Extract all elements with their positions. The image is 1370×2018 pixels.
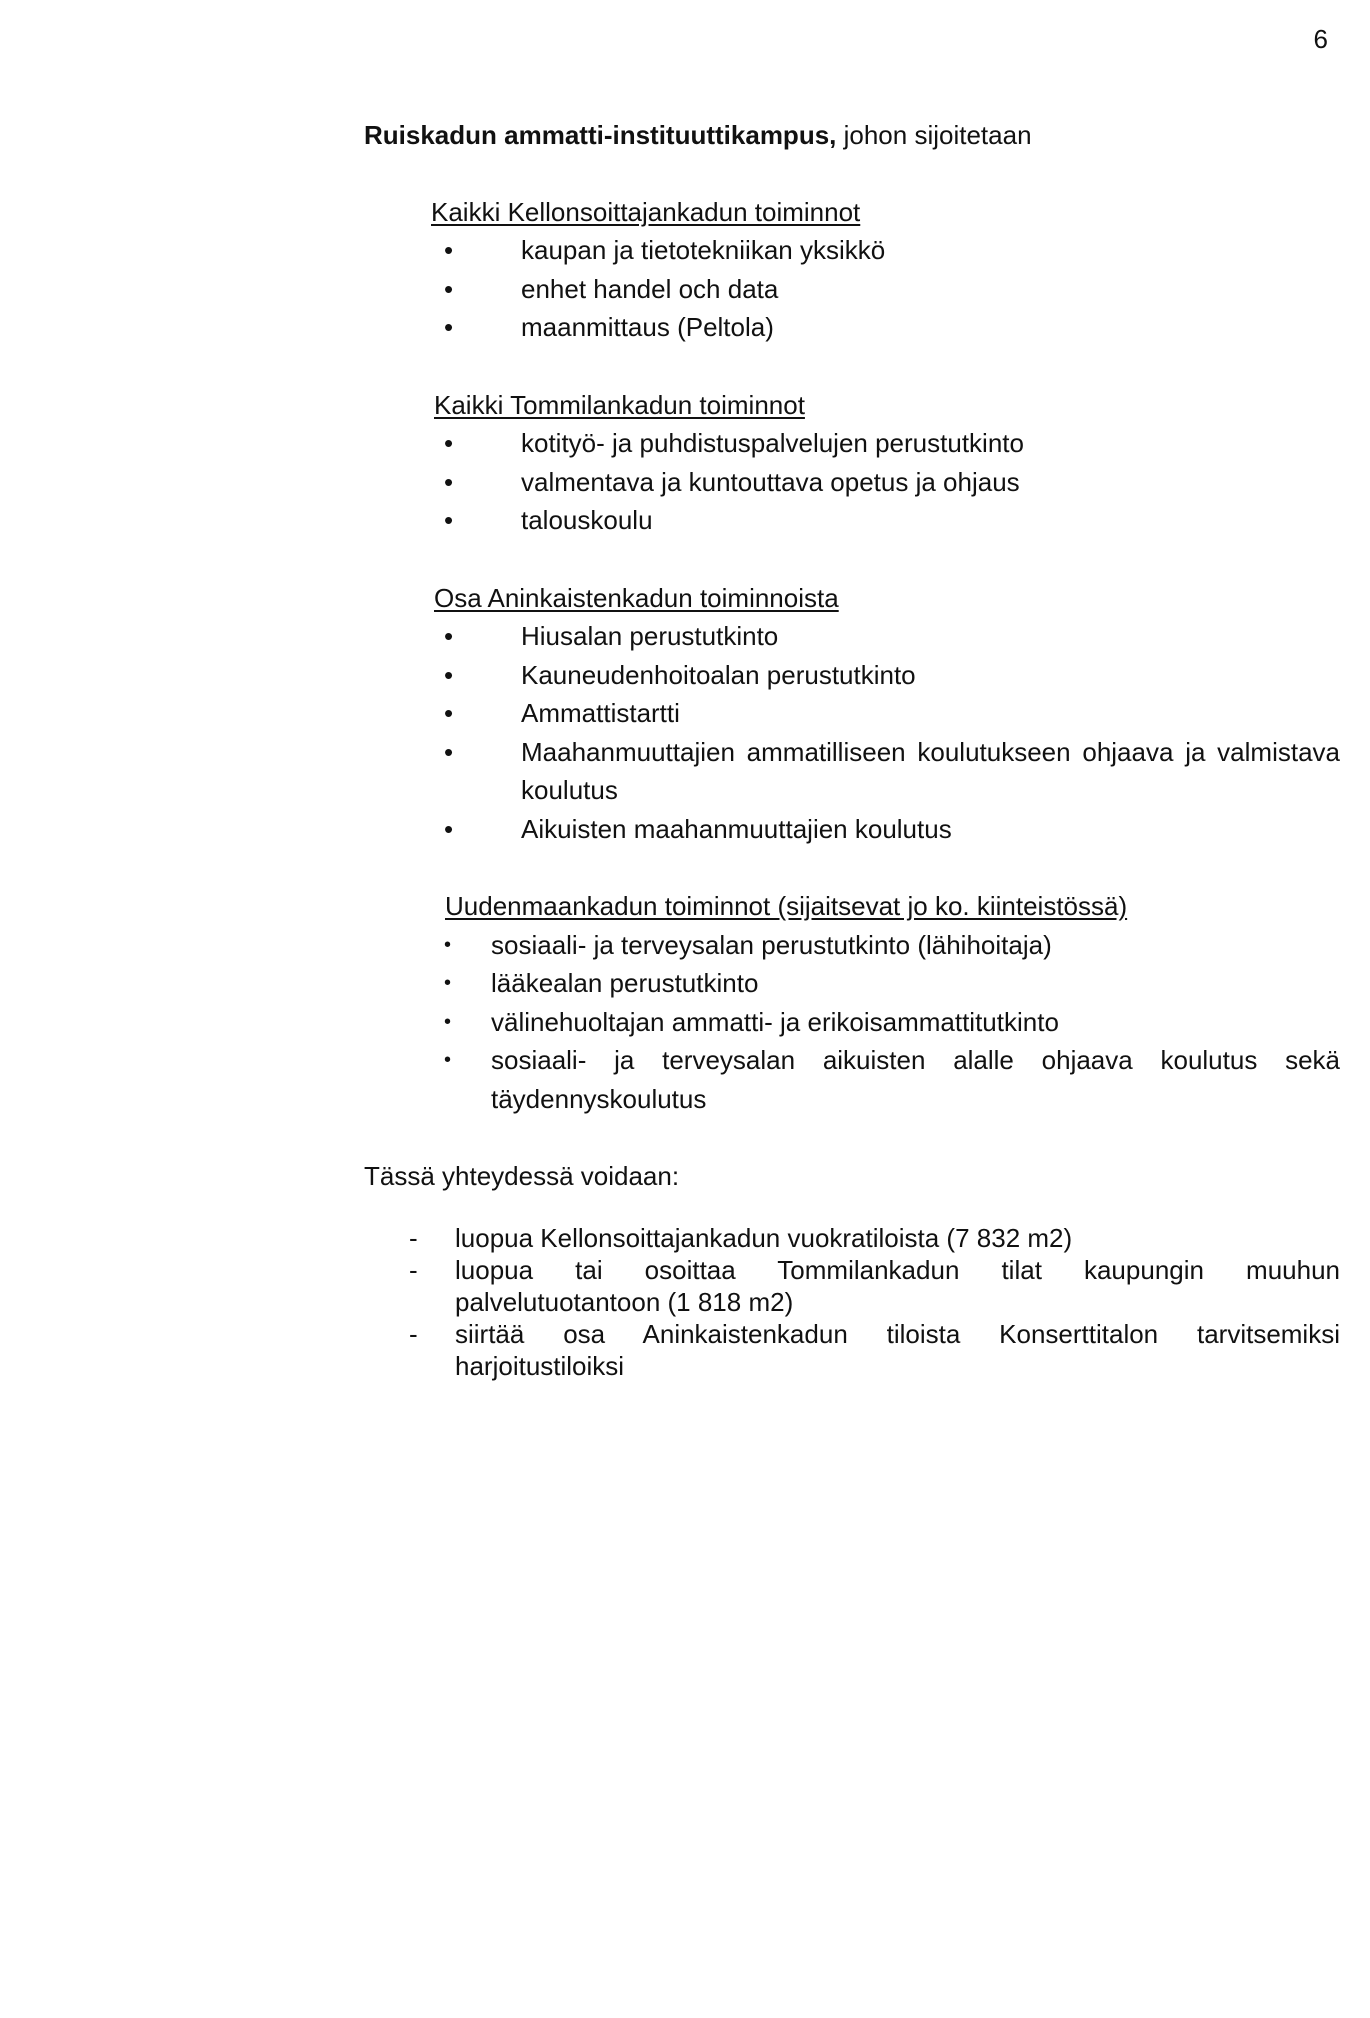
list-item-text: luopua Kellonsoittajankadun vuokratiloista (7 832 m2): [455, 1222, 1073, 1253]
list-item: [364, 1318, 1340, 1382]
page-number: 6: [1313, 24, 1328, 54]
bullet-icon: •: [444, 933, 452, 956]
bullet-icon: •: [444, 621, 454, 651]
dash-icon: -: [409, 1254, 418, 1285]
list-item-text: valmentava ja kuntouttava opetus ja ohjaus: [521, 466, 1020, 497]
bullet-icon: •: [444, 235, 454, 265]
list-item: [364, 926, 1340, 965]
list-item-text: sosiaali- ja terveysalan aikuisten alalle ohjaava koulutus sekä täydennyskoulutus: [491, 1045, 1340, 1114]
list-item: [364, 1041, 1340, 1118]
list-item: [364, 964, 1340, 1003]
list-item-text: enhet handel och data: [521, 273, 779, 304]
bullet-list: [364, 424, 1340, 540]
list-item-text: kotityö- ja puhdistuspalvelujen perustutkinto: [521, 428, 1024, 458]
intro-text: johon sijoitetaan: [836, 120, 1032, 150]
section-aninkaistenkatu: [364, 579, 1340, 849]
list-item-text: Kauneudenhoitoalan perustutkinto: [521, 659, 916, 690]
list-item: [364, 1222, 1340, 1254]
campus-name: Ruiskadun ammatti-instituuttikampus,: [364, 120, 837, 150]
list-item-text: sosiaali- ja terveysalan perustutkinto (lähihoitaja): [491, 929, 1052, 960]
list-item-text: lääkealan perustutkinto: [491, 968, 759, 998]
list-item: [364, 424, 1340, 463]
bullet-icon: •: [444, 466, 454, 497]
list-item: [364, 656, 1340, 695]
list-item-text: Aikuisten maahanmuuttajien koulutus: [521, 813, 952, 844]
list-item: [364, 308, 1340, 347]
dash-icon: -: [409, 1222, 418, 1253]
bullet-icon: •: [444, 1010, 452, 1033]
list-item-text: välinehuoltajan ammatti- ja erikoisammattitutkinto: [491, 1006, 1059, 1037]
list-item: [364, 1254, 1340, 1318]
bullet-icon: •: [444, 1049, 452, 1071]
list-item: [364, 1003, 1340, 1042]
list-item: [364, 501, 1340, 540]
list-item: [364, 733, 1340, 810]
dash-icon: -: [409, 1318, 418, 1349]
list-item: [364, 231, 1340, 270]
bullet-icon: •: [444, 972, 452, 994]
bullet-icon: •: [444, 813, 454, 844]
list-item-text: Maahanmuuttajien ammatilliseen koulutukseen ohjaava ja valmistava koulutus: [521, 736, 1340, 805]
section-heading: Uudenmaankadun toiminnot (sijaitsevat jo ko. kiinteistössä): [445, 891, 1128, 921]
bullet-list: [364, 926, 1340, 1119]
list-item-text: Hiusalan perustutkinto: [521, 621, 779, 651]
list-item-text: kaupan ja tietotekniikan yksikkö: [521, 235, 886, 265]
bullet-icon: •: [444, 428, 454, 458]
list-item: [364, 810, 1340, 849]
intro-paragraph: [364, 116, 1340, 155]
bullet-icon: •: [444, 698, 454, 728]
conclusion-intro: Tässä yhteydessä voidaan:: [364, 1161, 680, 1191]
bullet-icon: •: [444, 505, 454, 535]
list-item: [364, 617, 1340, 656]
bullet-list: [364, 617, 1340, 848]
list-item: [364, 463, 1340, 502]
section-uudenmaankatu: [364, 887, 1340, 1118]
list-item-text: luopua tai osoittaa Tommilankadun tilat kaupungin muuhun palvelutuotantoon (1 818 m2): [455, 1254, 1340, 1317]
list-item-text: talouskoulu: [521, 505, 653, 535]
bullet-icon: •: [444, 312, 454, 342]
bullet-icon: •: [444, 736, 454, 767]
document-body: [364, 116, 1340, 1382]
list-item-text: maanmittaus (Peltola): [521, 312, 774, 342]
dash-list: [364, 1222, 1340, 1382]
list-item-text: siirtää osa Aninkaistenkadun tiloista Konserttitalon tarvitsemiksi harjoitustiloiksi: [455, 1318, 1340, 1381]
bullet-list: [364, 231, 1340, 347]
section-heading: Kaikki Tommilankadun toiminnot: [434, 389, 805, 420]
bullet-icon: •: [444, 659, 454, 690]
section-tommilankatu: [364, 386, 1340, 540]
conclusion-section: [364, 1157, 1340, 1382]
bullet-icon: •: [444, 273, 454, 304]
list-item-text: Ammattistartti: [521, 698, 680, 728]
list-item: [364, 270, 1340, 309]
section-kellonsoittajankatu: [364, 193, 1340, 347]
section-heading: Kaikki Kellonsoittajankadun toiminnot: [431, 196, 861, 227]
section-heading: Osa Aninkaistenkadun toiminnoista: [434, 582, 839, 613]
list-item: [364, 694, 1340, 733]
